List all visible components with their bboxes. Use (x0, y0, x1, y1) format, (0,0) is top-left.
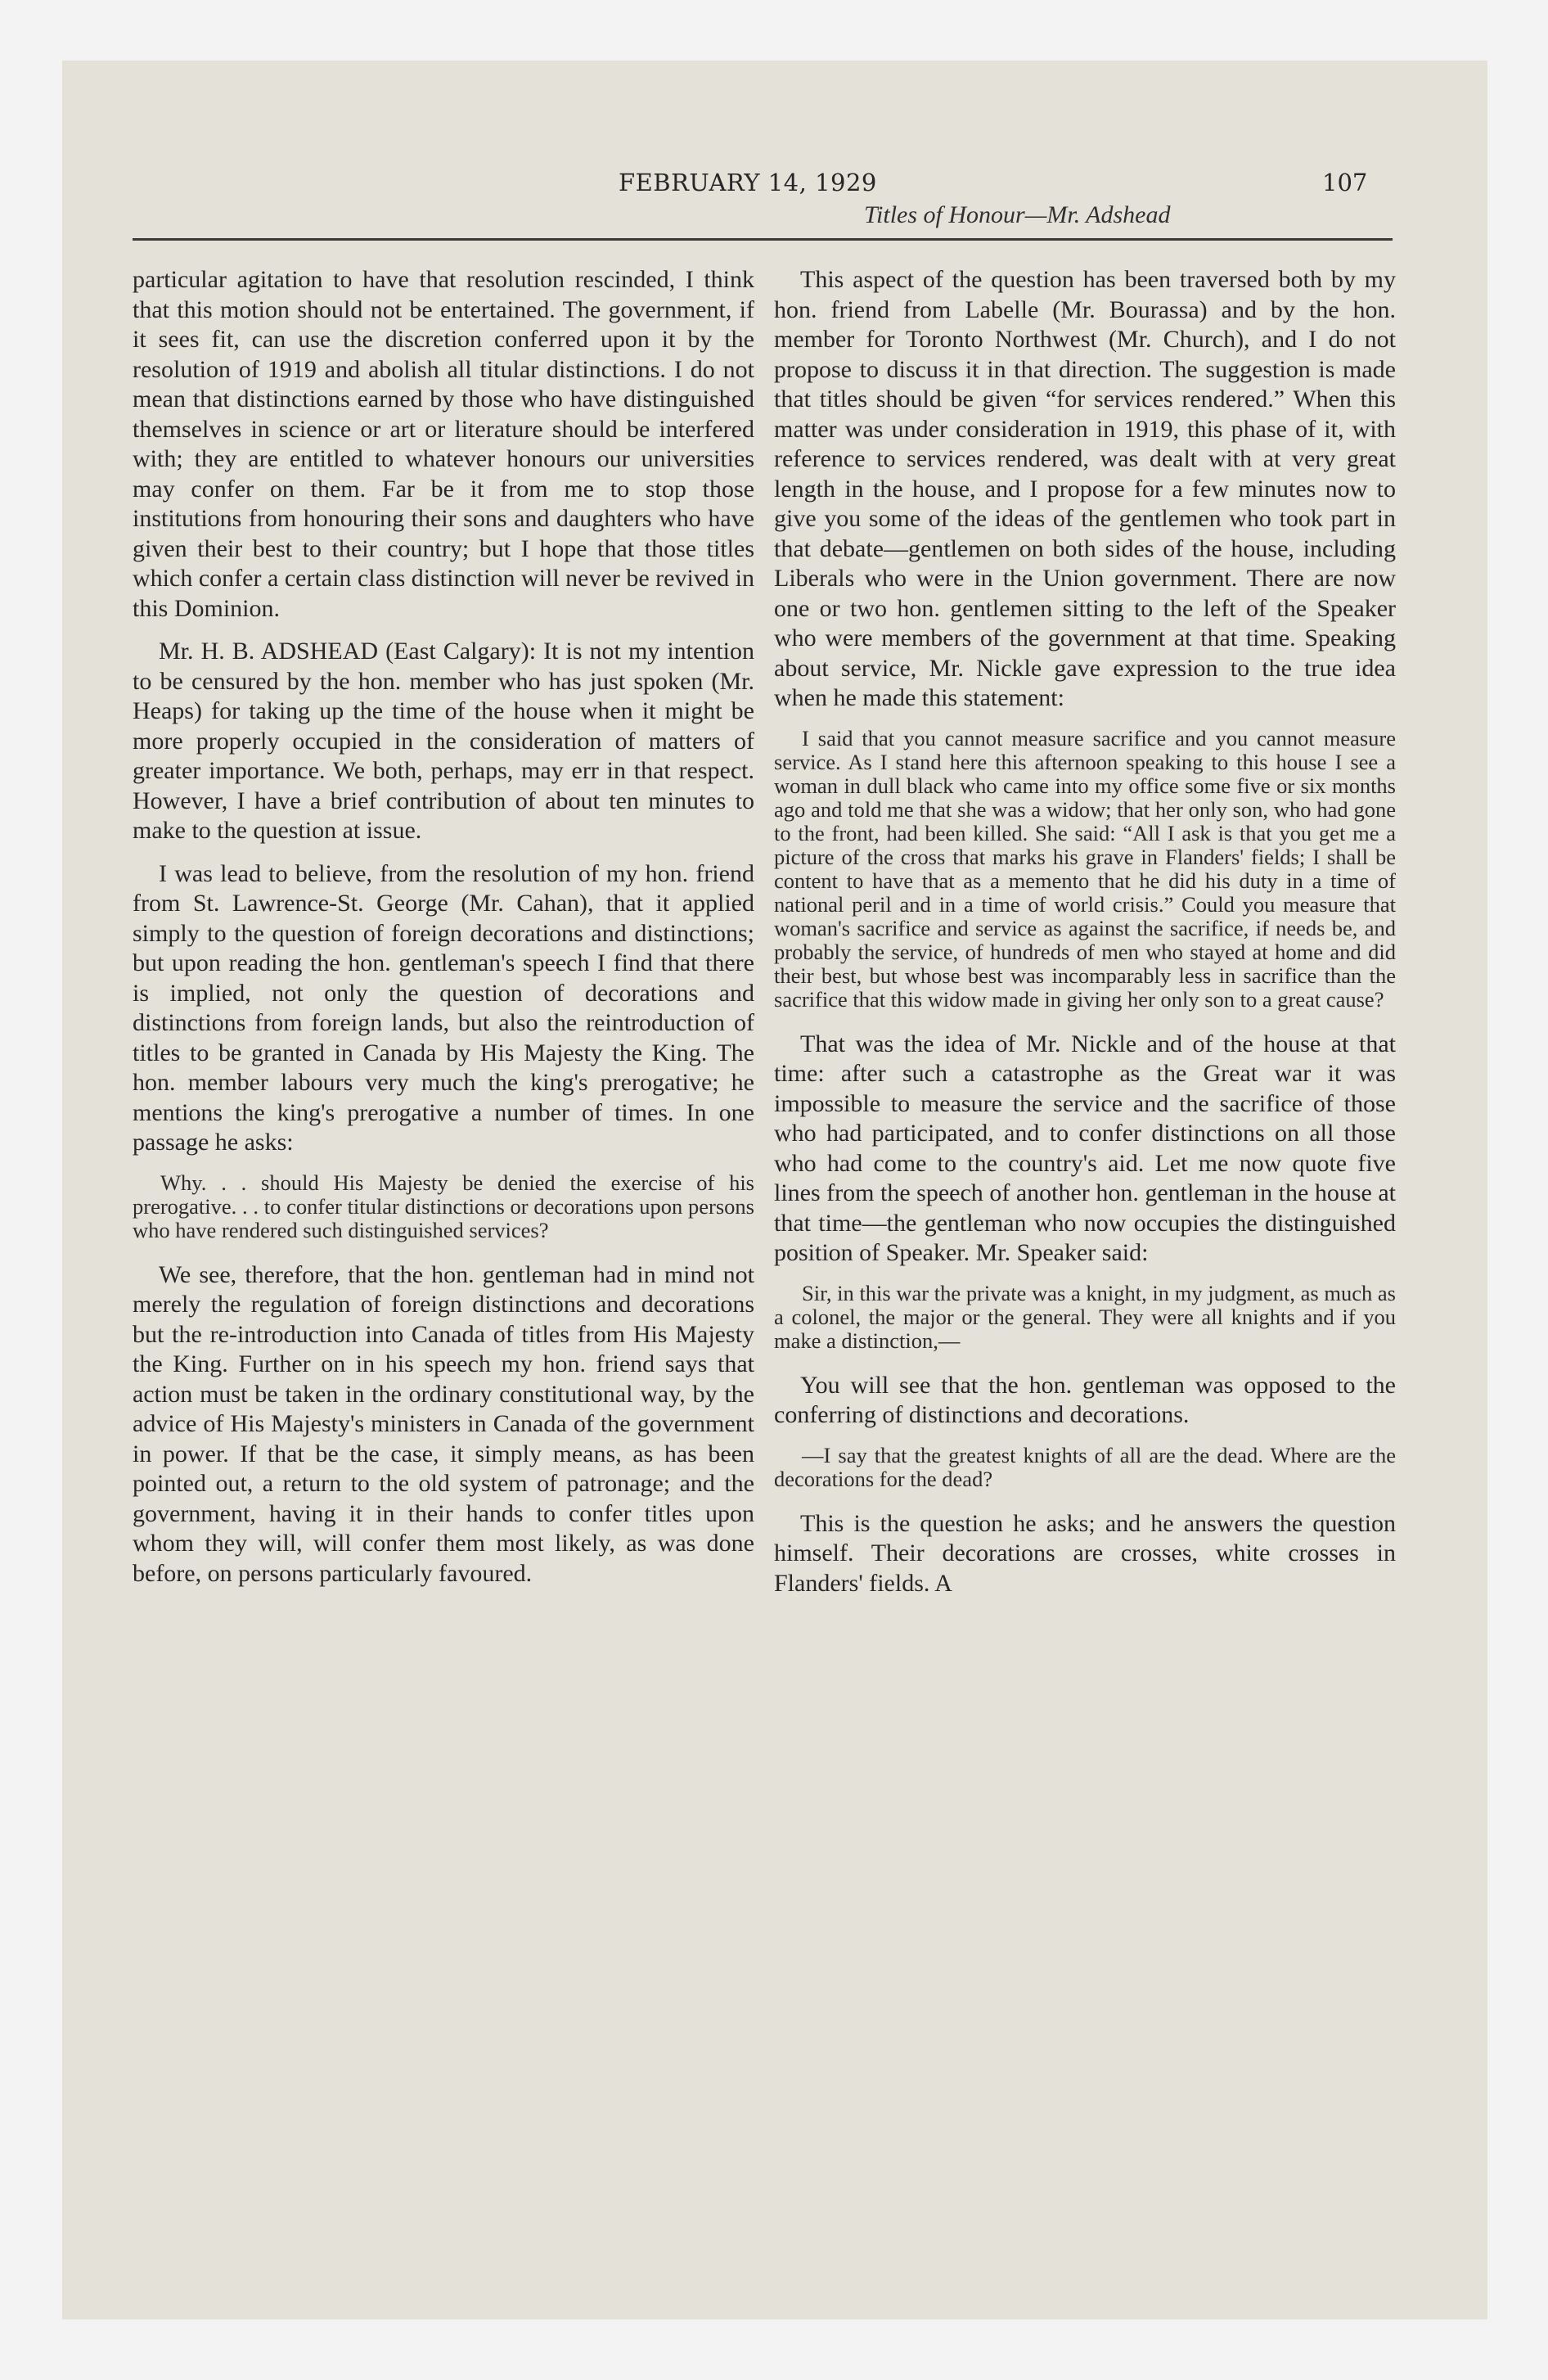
right-paragraph-1: This aspect of the question has been traversed both by my hon. friend from Labelle (Mr. Bourassa) and by the hon. member for Toronto Northwest (Mr. Church), and I do not propose to discuss it in that direction. The suggestion is made that titles should be given “for services rendered.” When this matter was under consideration in 1919, this phase of it, with reference to services rendered, was dealt with at very great length in the house, and I propose for a few minutes now to give you some of the ideas of the gentlemen who took part in that debate—gentlemen on both sides of the house, including Liberals who were in the Union government. There are now one or two hon. gentlemen sitting to the left of the Speaker who were members of the government at that time. Speaking about service, Mr. Nickle gave expression to the true idea when he made this statement: (774, 266, 1396, 711)
left-column (133, 265, 754, 1602)
left-quote-1: Why. . . should His Majesty be denied the exercise of his prerogative. . . to confer titular distinctions or decorations upon persons who have rendered such distinguished services? (133, 1170, 754, 1242)
page-header (62, 61, 1487, 249)
right-paragraph-2: That was the idea of Mr. Nickle and of the house at that time: after such a catastrophe as the Great war it was impossible to measure the service and the sacrifice of those who had participated, and to confer distinctions on all those who had come to the country's aid. Let me now quote five lines from the speech of another hon. gentleman in the house at that time—the gentleman who now occupies the distinguished position of Speaker. Mr. Speaker said: (774, 1030, 1396, 1266)
right-quote-3: —I say that the greatest knights of all are the dead. Where are the decorations for the dead? (774, 1442, 1396, 1491)
header-date: FEBRUARY 14, 1929 (619, 169, 877, 196)
left-paragraph-1: particular agitation to have that resolution rescinded, I think that this motion should not be entertained. The government, if it sees fit, can use the discretion conferred upon it by the resolution of 1919 and abolish all titular distinctions. I do not mean that distinctions earned by those who have distinguished themselves in science or art or literature should be interfered with; they are entitled to whatever honours our universities may confer on them. Far be it from me to stop those institutions from honouring their sons and daughters who have given their best to their country; but I hope that those titles which confer a certain class distinction will never be revived in this Dominion. (133, 266, 754, 622)
page-number: 107 (1322, 169, 1368, 196)
right-column (774, 265, 1396, 1611)
left-paragraph-4: We see, therefore, that the hon. gentleman had in mind not merely the regulation of foreign distinctions and decorations but the re-introduction into Canada of titles from His Majesty the King. Further on in his speech my hon. friend says that action must be taken in the ordinary constitutional way, by the advice of His Majesty's ministers in Canada of the government in power. If that be the case, it simply means, as has been pointed out, a return to the old system of patronage; and the government, having it in their hands to confer titles upon whom they will, will confer them most likely, as was done before, on persons particularly favoured. (133, 1260, 754, 1587)
left-paragraph-2: Mr. H. B. ADSHEAD (East Calgary): It is not my intention to be censured by the hon. member who has just spoken (Mr. Heaps) for taking up the time of the house when it might be more properly occupied in the consideration of matters of greater importance. We both, perhaps, may err in that respect. However, I have a brief contribution of about ten minutes to make to the question at issue. (133, 638, 754, 844)
scanned-page (62, 61, 1487, 2319)
right-quote-1: I said that you cannot measure sacrifice and you cannot measure service. As I stand here this afternoon speaking to this house I see a woman in dull black who came into my office some five or six months ago and told me that she was a widow; that her only son, who had gone to the front, had been killed. She said: “All I ask is that you get me a picture of the cross that marks his grave in Flanders' fields; I shall be content to have that as a memento that he did his duty in a time of national peril and in a time of world crisis.” Could you measure that woman's sacrifice and service as against the sacrifice, if needs be, and probably the service, of hundreds of men who stayed at home and did their best, but whose best was incomparably less in sacrifice than the sacrifice that this widow made in giving her only son to a great cause? (774, 725, 1396, 1012)
header-subtitle: Titles of Honour—Mr. Adshead (864, 201, 1171, 228)
right-paragraph-4: This is the question he asks; and he answers the question himself. Their decorations are crosses, white crosses in Flanders' fields. A (774, 1509, 1396, 1597)
right-quote-2: Sir, in this war the private was a knight, in my judgment, as much as a colonel, the major or the general. They were all knights and if you make a distinction,— (774, 1280, 1396, 1353)
right-paragraph-3: You will see that the hon. gentleman was opposed to the conferring of distinctions and decorations. (774, 1371, 1396, 1428)
header-rule (133, 238, 1393, 241)
left-paragraph-3: I was lead to believe, from the resolution of my hon. friend from St. Lawrence-St. George (Mr. Cahan), that it applied simply to the question of foreign decorations and distinctions; but upon reading the hon. gentleman's speech I find that there is implied, not only the question of decorations and distinctions from foreign lands, but also the reintroduction of titles to be granted in Canada by His Majesty the King. The hon. member labours very much the king's prerogative; he mentions the king's prerogative a number of times. In one passage he asks: (133, 859, 754, 1156)
